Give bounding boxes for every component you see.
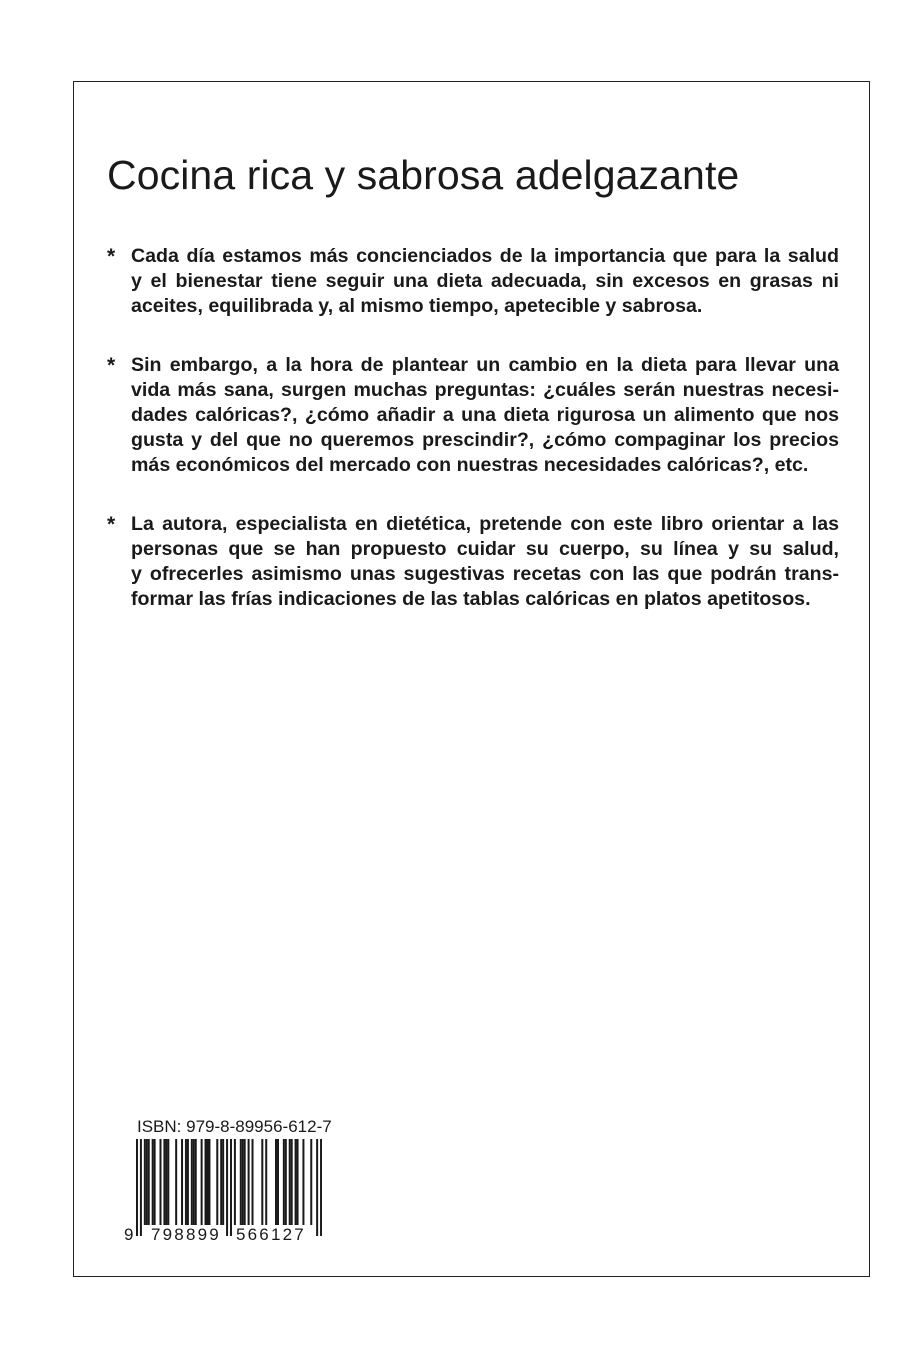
barcode-guard-bar: [230, 1139, 232, 1236]
text-line: Sin embargo, a la hora de plantear un cambio en la dieta para llevar una: [131, 354, 839, 376]
barcode-bar: [216, 1139, 218, 1225]
text-line: y ofrecerles asimismo unas sugestivas recetas con las que podrán trans-: [131, 563, 839, 585]
barcode-bar: [146, 1139, 148, 1225]
barcode-bar: [148, 1139, 150, 1225]
barcode-guard-bar: [316, 1139, 318, 1236]
barcode-graphic: [136, 1139, 322, 1239]
barcode-bar: [154, 1139, 156, 1225]
barcode-bar: [205, 1139, 207, 1225]
text-line: La autora, especialista en dietética, pretende con este libro orientar a las: [131, 513, 839, 535]
barcode-bar: [167, 1139, 169, 1225]
barcode-bar: [277, 1139, 279, 1225]
barcode-bar: [222, 1139, 224, 1225]
barcode-bar: [159, 1139, 161, 1225]
barcode-bar: [244, 1139, 246, 1225]
bullet-asterisk: *: [107, 513, 116, 536]
barcode-bar: [297, 1139, 299, 1225]
barcode-bar: [195, 1139, 197, 1225]
barcode-bar: [193, 1139, 195, 1225]
text-line: vida más sana, surgen muchas preguntas: ¿cuáles serán nuestras necesi-: [131, 379, 839, 401]
description-text: [131, 244, 839, 319]
text-line: y el bienestar tiene seguir una dieta adecuada, sin excesos en grasas ni: [131, 270, 839, 292]
barcode-bar: [310, 1139, 312, 1225]
barcode-bar: [285, 1139, 287, 1225]
description-text: [131, 353, 839, 478]
description-item: [107, 512, 839, 612]
barcode-guard-bar: [140, 1139, 142, 1236]
barcode-bar: [175, 1139, 177, 1225]
barcode-digit-first: 9: [124, 1225, 134, 1244]
barcode-bar: [185, 1139, 187, 1225]
barcode-bar: [265, 1139, 267, 1225]
description-list: [107, 244, 839, 646]
text-line: gusta y del que no queremos prescindir?, ¿cómo compaginar los precios: [131, 429, 839, 451]
barcode-digits-left: 798899: [151, 1225, 221, 1244]
barcode-bar: [283, 1139, 285, 1225]
text-line: formar las frías indicaciones de las tablas calóricas en platos apetitosos.: [131, 588, 811, 610]
barcode-bar: [289, 1139, 291, 1225]
text-line: personas que se han propuesto cuidar su cuerpo, su línea y su salud,: [131, 538, 839, 560]
text-line: dades calóricas?, ¿cómo añadir a una dieta rigurosa un alimento que nos: [131, 404, 839, 426]
barcode-guard-bar: [320, 1139, 322, 1236]
bullet-asterisk: *: [107, 354, 116, 377]
text-line: aceites, equilibrada y, al mismo tiempo, apetecible y sabrosa.: [131, 295, 703, 317]
text-line: más económicos del mercado con nuestras necesidades calóricas?, etc.: [131, 454, 809, 476]
barcode-bar: [248, 1139, 250, 1225]
barcode-bar: [201, 1139, 203, 1225]
barcode-bar: [208, 1139, 210, 1225]
barcode-bar: [295, 1139, 297, 1225]
description-text: [131, 512, 839, 612]
description-item: [107, 353, 839, 478]
barcode-bar: [191, 1139, 193, 1225]
barcode-bar: [187, 1139, 189, 1225]
barcode-bar: [234, 1139, 236, 1225]
barcode-bar: [252, 1139, 254, 1225]
barcode-guard-bar: [226, 1139, 228, 1236]
barcode-bar: [144, 1139, 146, 1225]
barcode-bar: [206, 1139, 208, 1225]
text-line: Cada día estamos más concienciados de la importancia que para la salud: [131, 245, 839, 267]
isbn-label: ISBN: 979-8-89956-612-7: [137, 1117, 332, 1136]
barcode-guard-bar: [136, 1139, 138, 1236]
barcode-bar: [152, 1139, 154, 1225]
barcode-bar: [261, 1139, 263, 1225]
description-item: [107, 244, 839, 319]
barcode-bar: [302, 1139, 304, 1225]
barcode-bar: [291, 1139, 293, 1225]
barcode-bar: [163, 1139, 165, 1225]
bullet-asterisk: *: [107, 245, 116, 268]
barcode-bar: [181, 1139, 183, 1225]
barcode-bar: [242, 1139, 244, 1225]
barcode-bar: [275, 1139, 277, 1225]
barcode-bar: [240, 1139, 242, 1225]
barcode-bar: [165, 1139, 167, 1225]
barcode-digits-right: 566127: [236, 1225, 306, 1244]
barcode-bar: [220, 1139, 222, 1225]
book-title: Cocina rica y sabrosa adelgazante: [107, 152, 740, 198]
